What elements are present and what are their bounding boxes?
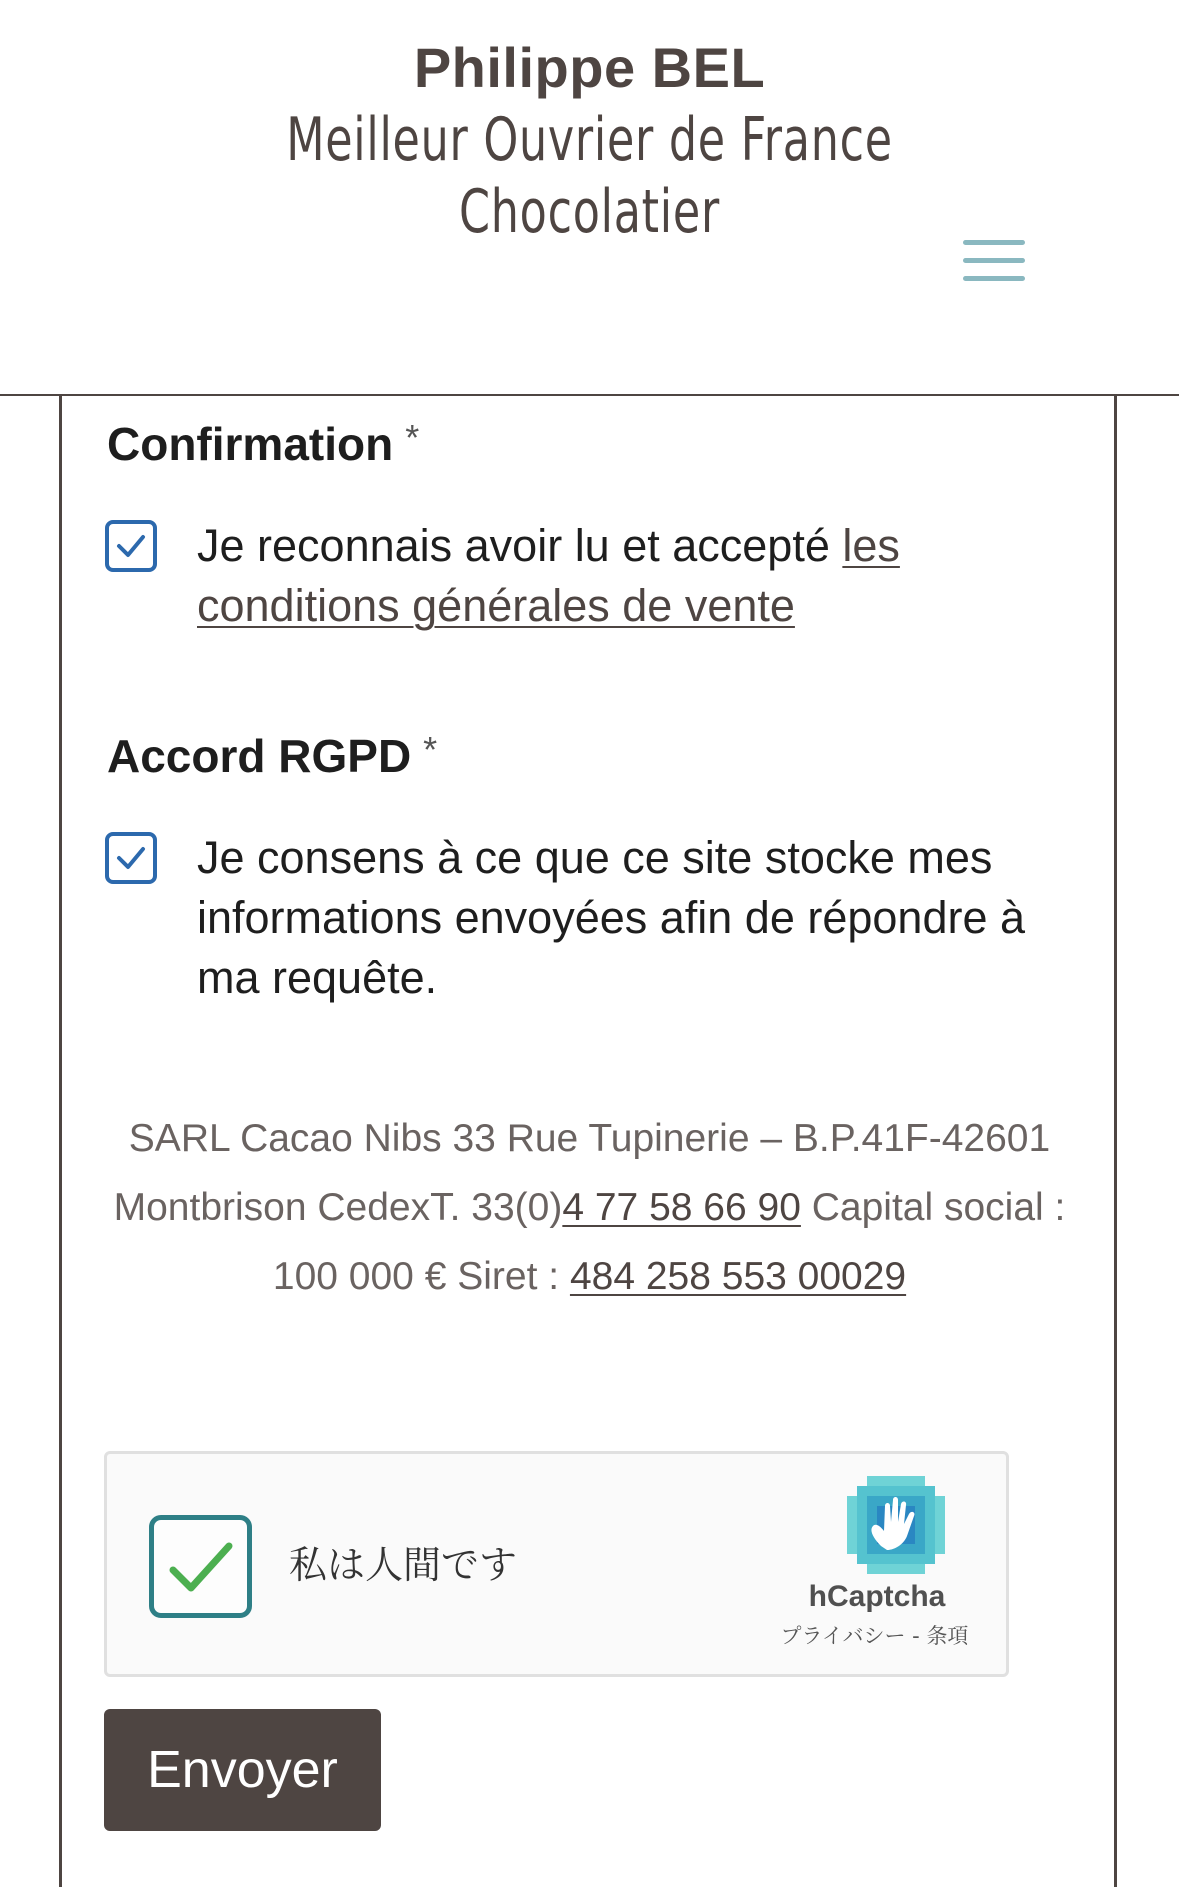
checkmark-icon — [115, 843, 147, 873]
submit-button[interactable]: Envoyer — [104, 1709, 381, 1831]
confirmation-text — [197, 516, 1077, 636]
captcha-links — [747, 1622, 1002, 1650]
brand-name[interactable]: Philippe BEL — [413, 36, 766, 99]
captcha-link-separator: - — [905, 1624, 927, 1648]
menu-bar — [963, 240, 1025, 245]
confirmation-checkbox[interactable] — [105, 520, 157, 572]
hcaptcha-hand-icon — [847, 1476, 945, 1574]
checkmark-icon — [115, 531, 147, 561]
confirmation-label — [107, 416, 419, 472]
terms-of-sale-link[interactable]: les conditions générales de vente — [197, 520, 900, 631]
required-marker: * — [423, 729, 438, 770]
captcha-checkbox[interactable] — [149, 1515, 252, 1618]
company-capital: Capital social : 100 000 € Siret : — [272, 1186, 1066, 1298]
captcha-terms-link[interactable]: 条項 — [926, 1624, 969, 1648]
site-header — [0, 0, 1179, 396]
rgpd-label-text: Accord RGPD — [107, 730, 412, 782]
brand-tagline: Meilleur Ouvrier de France Chocolatier — [286, 105, 893, 247]
required-marker: * — [405, 417, 420, 458]
siret-link[interactable]: 484 258 553 00029 — [569, 1255, 907, 1298]
hamburger-menu-icon[interactable] — [963, 237, 1025, 287]
rgpd-text: Je consens à ce que ce site stocke mes informations envoyées afin de répondre à ma requête. — [197, 832, 1026, 1003]
captcha-privacy-link[interactable]: プライバシー — [780, 1624, 906, 1648]
hcaptcha-brand: hCaptcha — [808, 1580, 946, 1613]
checkmark-icon — [165, 1534, 237, 1598]
phone-link[interactable]: 4 77 58 66 90 — [562, 1186, 801, 1229]
confirmation-text-body: Je reconnais avoir lu et accepté — [197, 520, 843, 571]
company-address: SARL Cacao Nibs 33 Rue Tupinerie – B.P.41F-42601 Montbrison CedexT. 33(0) — [113, 1117, 1051, 1229]
rgpd-label — [107, 728, 437, 784]
hcaptcha-widget — [104, 1451, 1009, 1677]
menu-bar — [963, 276, 1025, 281]
rgpd-checkbox[interactable] — [105, 832, 157, 884]
menu-bar — [963, 258, 1025, 263]
confirmation-label-text: Confirmation — [107, 418, 394, 470]
company-info — [107, 1104, 1072, 1311]
captcha-label: 私は人間です — [289, 1543, 518, 1587]
